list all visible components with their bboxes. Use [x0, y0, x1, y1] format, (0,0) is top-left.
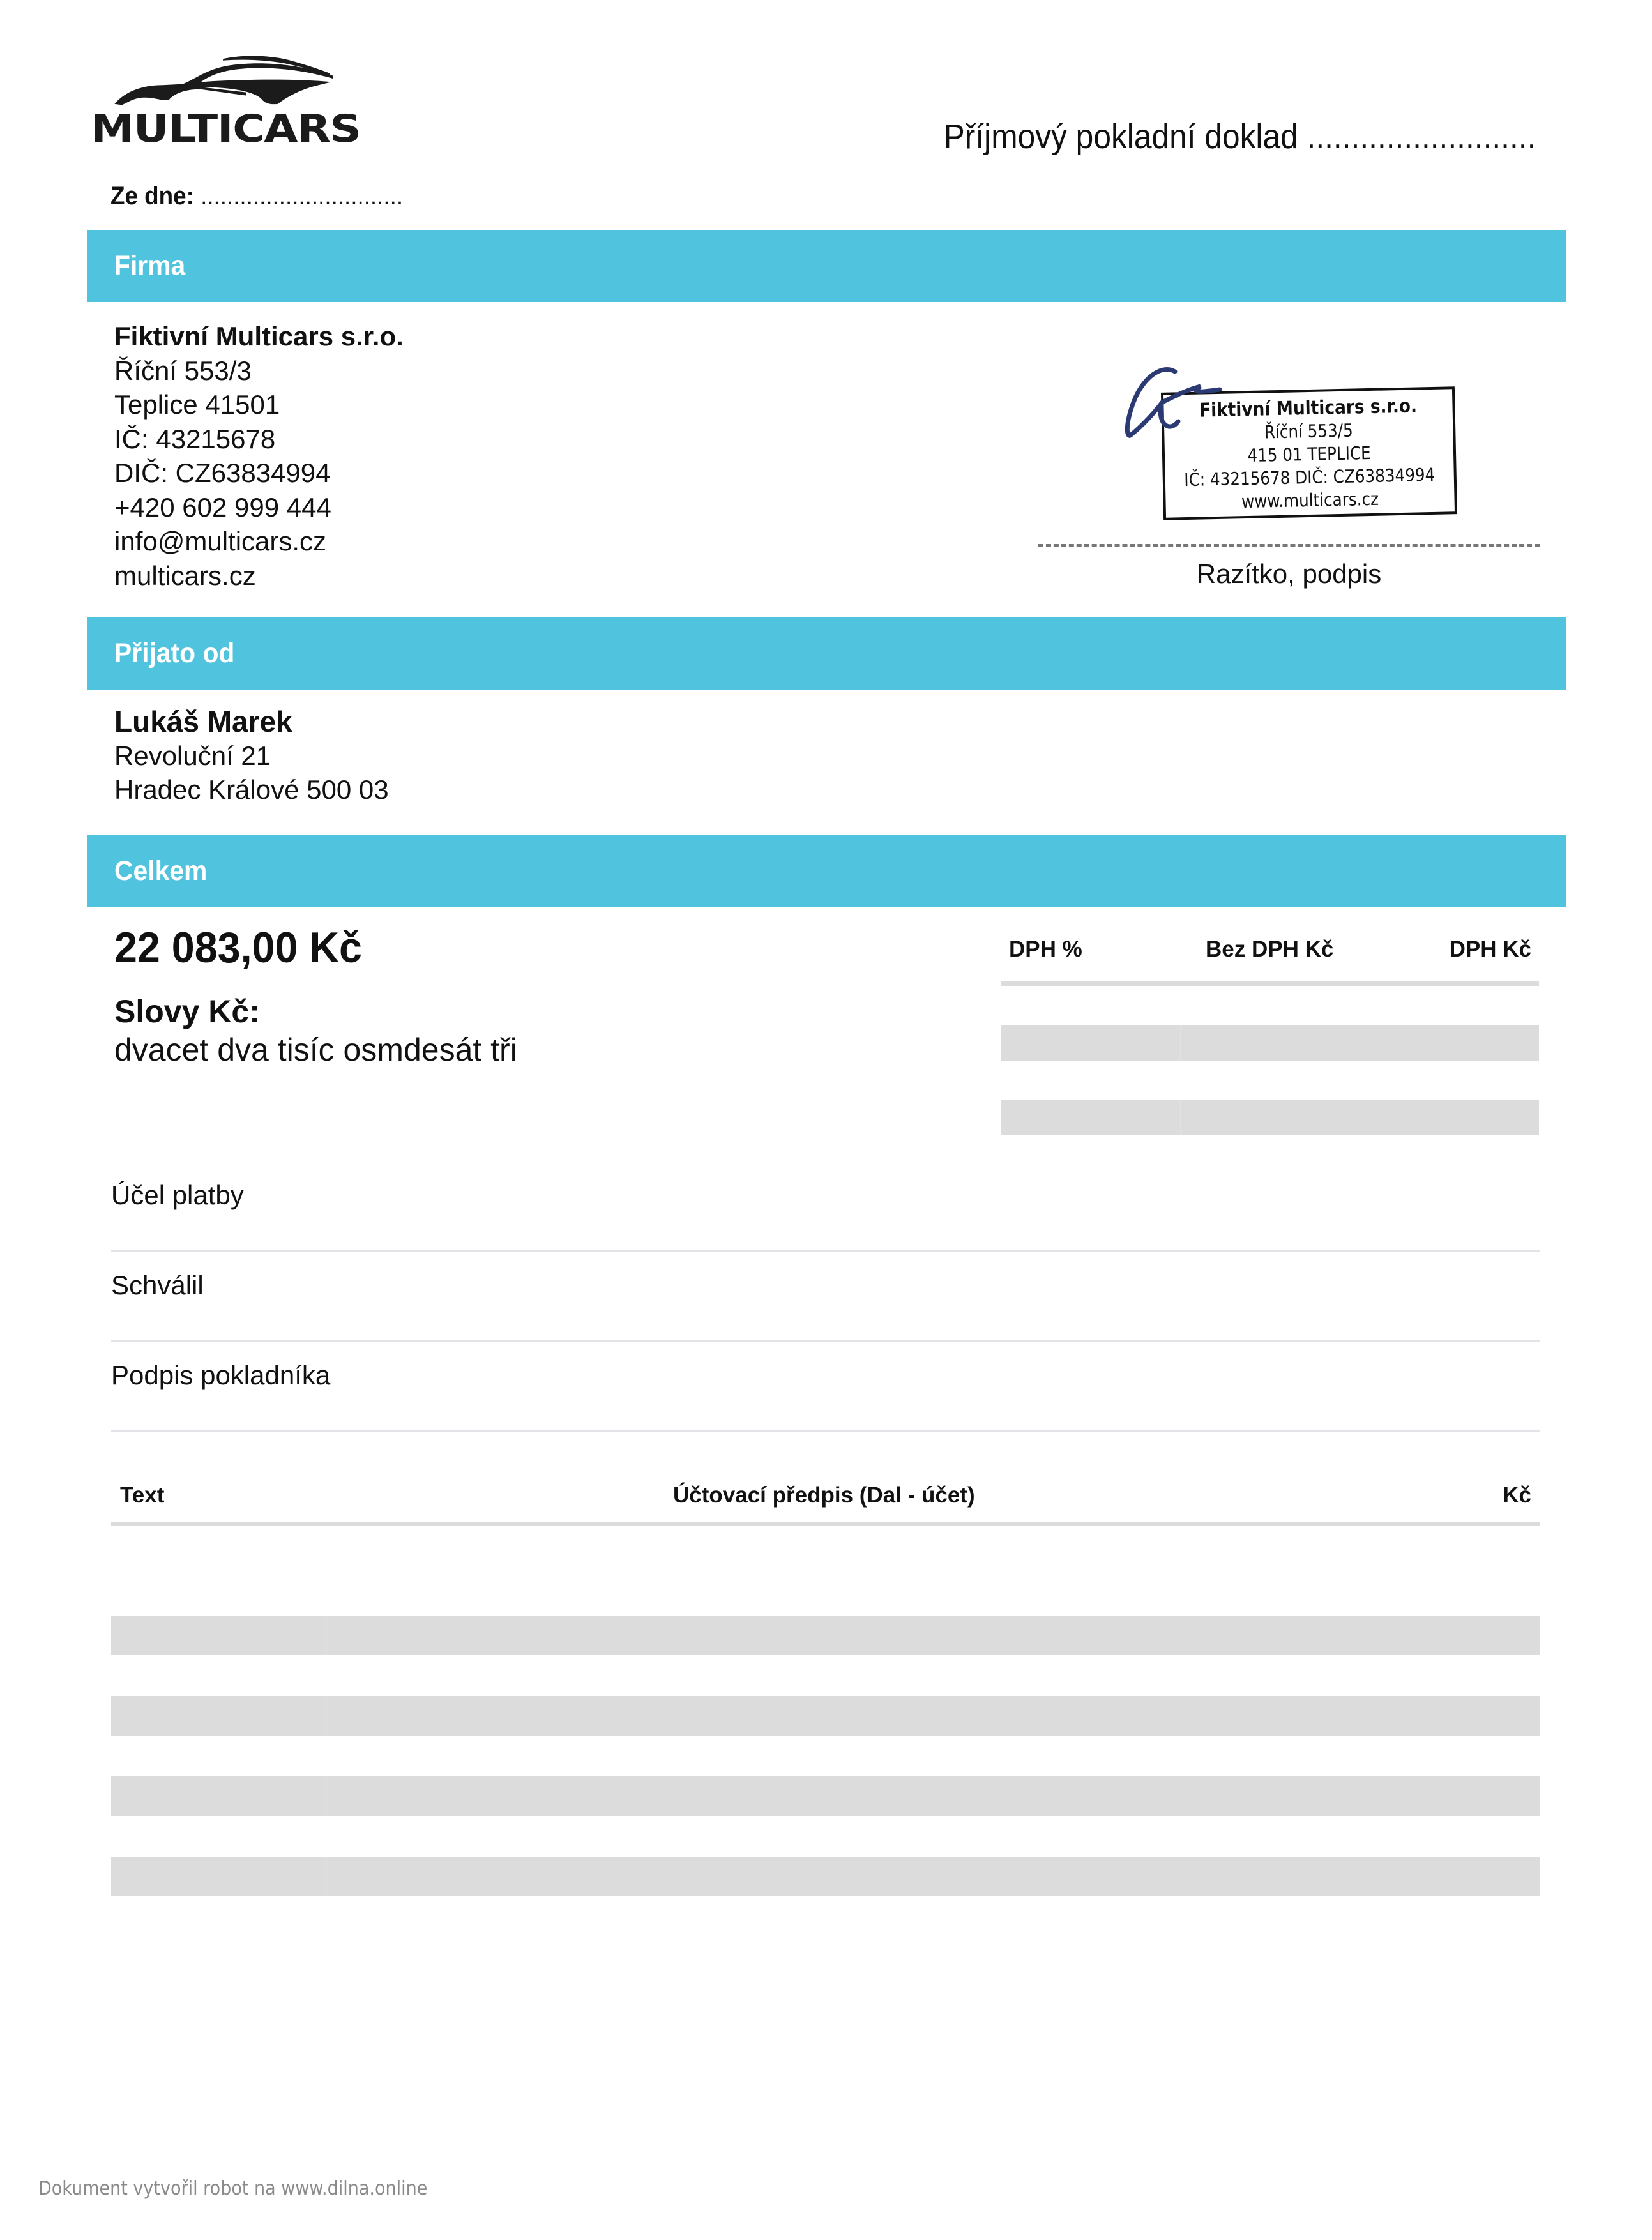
accounting-table-header	[111, 1469, 1540, 1521]
vat-table	[1001, 929, 1539, 1135]
accounting-row	[111, 1857, 1540, 1896]
signature-line	[1038, 544, 1540, 547]
stamp-street: Říční 553/5	[1264, 420, 1354, 443]
vat-cell	[1181, 1025, 1360, 1061]
amount-in-words-label: Slovy Kč:	[114, 994, 260, 1029]
section-bar-company	[87, 230, 1566, 302]
vat-cell	[1001, 1025, 1181, 1061]
stamp-name: Fiktivní Multicars s.r.o.	[1199, 395, 1418, 422]
vat-cell	[1001, 1100, 1181, 1135]
acc-cell	[327, 1616, 1540, 1655]
document-title: Příjmový pokladní doklad ..........................	[943, 117, 1536, 156]
amount-in-words: dvacet dva tisíc osmdesát tři	[114, 1032, 517, 1068]
date-label: Ze dne:	[110, 182, 194, 210]
signature-icon	[1118, 364, 1258, 453]
acc-cell	[111, 1616, 327, 1655]
acc-cell	[327, 1776, 1540, 1816]
approval-row-cashier-signature	[111, 1342, 1540, 1432]
approval-label: Podpis pokladníka	[111, 1360, 331, 1390]
company-dic: DIČ: CZ63834994	[114, 458, 331, 488]
approval-rows	[111, 1162, 1540, 1432]
vat-row	[1001, 1100, 1539, 1135]
vat-row	[1001, 1025, 1539, 1061]
acc-col-text: Text	[120, 1483, 165, 1508]
stamp-web: www.multicars.cz	[1241, 488, 1379, 513]
vat-col-base: Bez DPH Kč	[1206, 937, 1334, 962]
acc-cell	[327, 1696, 1540, 1736]
company-phone: +420 602 999 444	[114, 492, 331, 522]
accounting-row	[111, 1776, 1540, 1816]
accounting-row	[111, 1616, 1540, 1655]
accounting-table	[111, 1469, 1540, 1896]
company-ic: IČ: 43215678	[114, 423, 276, 454]
acc-cell	[111, 1776, 327, 1816]
acc-cell	[111, 1857, 327, 1896]
accounting-row	[111, 1696, 1540, 1736]
logo-wordmark: MULTICARS	[91, 107, 361, 151]
payer-city: Hradec Králové 500 03	[114, 775, 389, 805]
company-street: Říční 553/3	[114, 355, 252, 386]
stamp-area	[1118, 364, 1462, 530]
stamp-city: 415 01 TEPLICE	[1247, 442, 1372, 467]
section-title-company: Firma	[114, 250, 186, 281]
vat-cell	[1360, 1025, 1539, 1061]
approval-row-approved-by	[111, 1252, 1540, 1342]
vat-col-rate: DPH %	[1009, 937, 1082, 962]
vat-cell	[1181, 1100, 1360, 1135]
date-line	[110, 182, 403, 211]
company-name: Fiktivní Multicars s.r.o.	[114, 321, 404, 351]
payer-street: Revoluční 21	[114, 741, 271, 771]
acc-col-amount: Kč	[1503, 1483, 1531, 1508]
company-city: Teplice 41501	[114, 390, 280, 420]
section-bar-received-from	[87, 617, 1566, 690]
date-value: ...............................	[201, 182, 404, 210]
vat-table-header	[1001, 929, 1539, 980]
vat-cell	[1360, 1100, 1539, 1135]
approval-row-purpose	[111, 1162, 1540, 1252]
company-web: multicars.cz	[114, 560, 256, 591]
acc-cell	[111, 1696, 327, 1736]
section-bar-total	[87, 835, 1566, 907]
section-title-total: Celkem	[114, 856, 208, 886]
vat-header-rule	[1001, 981, 1539, 986]
approval-label: Účel platby	[111, 1180, 244, 1210]
payer-details	[114, 705, 389, 806]
company-email: info@multicars.cz	[114, 526, 327, 556]
acc-col-posting: Účtovací předpis (Dal - účet)	[673, 1483, 975, 1508]
acc-cell	[327, 1857, 1540, 1896]
company-logo	[89, 51, 361, 151]
payer-name: Lukáš Marek	[114, 705, 292, 738]
section-title-received-from: Přijato od	[114, 638, 235, 669]
signature-label: Razítko, podpis	[1196, 559, 1382, 589]
total-amount: 22 083,00 Kč	[114, 923, 362, 972]
stamp-ids: IČ: 43215678 DIČ: CZ63834994	[1184, 464, 1436, 491]
approval-label: Schválil	[111, 1270, 204, 1300]
vat-col-amount: DPH Kč	[1449, 937, 1531, 962]
company-details	[114, 319, 404, 593]
footer-note: Dokument vytvořil robot na www.dilna.online	[38, 2177, 428, 2200]
car-silhouette-icon	[89, 51, 351, 112]
